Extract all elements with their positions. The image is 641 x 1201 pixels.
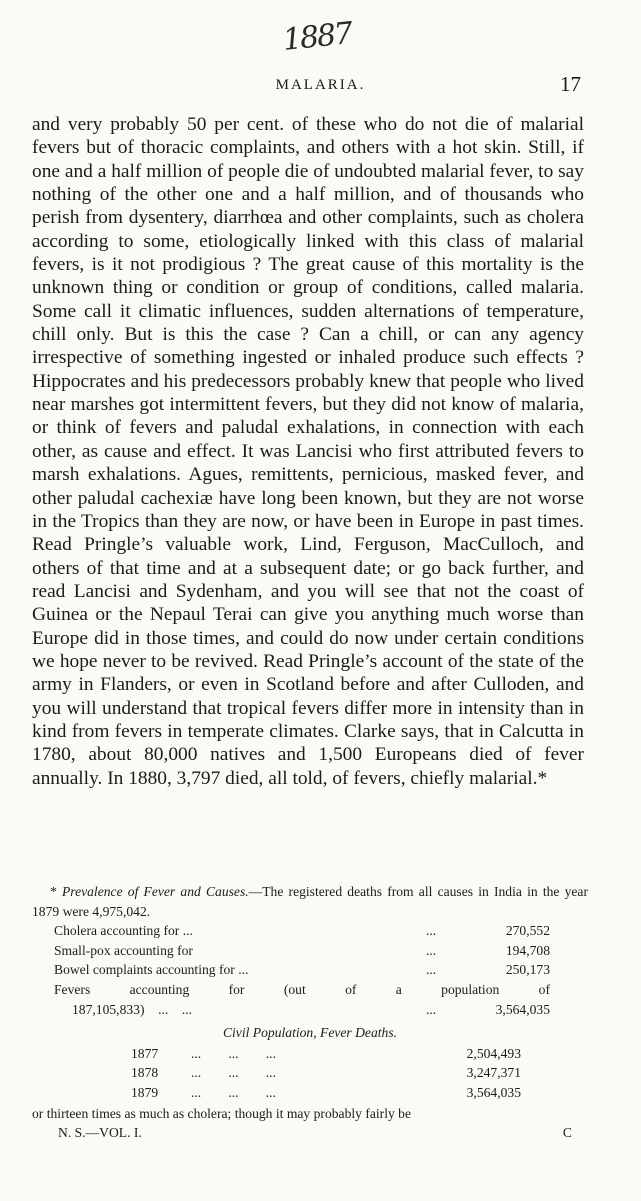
year-value: 3,247,371 — [466, 1065, 521, 1081]
body-text — [32, 113, 584, 790]
year-dots: ... ... ... — [191, 1065, 276, 1081]
cause-label: Small-pox accounting for — [54, 942, 193, 958]
cause-label: Bowel complaints accounting for ... — [54, 962, 249, 978]
causes-table — [32, 921, 588, 980]
body-paragraph: and very probably 50 per cent. of these who do not die of malarial fevers but of thoracic complaints, and others with a hot skin. Still, if one and a half million of people die of undoubted malarial fever, to say nothing of the other one and a half million, and of thousands who perish from dysentery, diarrhœa and other complaints, such as cholera according to some, etiologically linked with this class of malarial fevers, is it not prodigious ? The great cause of this mortality is the unknown thing or condition or group of conditions, called malaria. Some call it climatic influences, sudden alternations of temperature, chill only. But is this the case ? Can a chill, or can any agency irrespective of something ingested or inhaled produce such effects ? Hippocrates and his predecessors probably knew that people who lived near marshes got intermittent fevers, but they did not know of malaria, or think of fevers and paludal exhalations, in connection with each other, as cause and effect. It was Lancisi who first attributed fevers to marsh exhalations. Agues, remittents, pernicious, masked fever, and other paludal cachexiæ have long been known, but they are not worse in the Tropics than they are now, or have been in Europe in past times. Read Pringle’s valuable work, Lind, Ferguson, MacCulloch, and others of that time and at a subsequent date; or go back further, and read Lancisi and Sydenham, and you will see that not the coast of Guinea or the Nepaul Terai can give you anything much worse than Europe did in those times, and could do now under certain conditions we hope never to be revived. Read Pringle’s account of the state of the army in Flanders, or even in Scotland before and after Culloden, and you will understand that tropical fevers differ more in intensity than in kind from fevers in temperate climates. Clarke says, that in Calcutta in 1780, about 80,000 natives and 1,500 Europeans died of fever annually. In 1880, 3,797 died, all told, of fevers, chiefly malarial.* — [32, 114, 584, 789]
cause-row — [54, 960, 550, 980]
civil-population-title: Civil Population, Fever Deaths. — [222, 1025, 398, 1041]
fevers-line2 — [54, 1000, 550, 1020]
signature-line — [32, 1123, 588, 1143]
cause-row — [54, 921, 550, 941]
fevers-row — [32, 980, 588, 1019]
year-label: 1878 — [131, 1065, 159, 1081]
signature-mark: N. S.—VOL. I. — [58, 1125, 142, 1141]
cause-dots: ... — [426, 942, 437, 958]
fevers-label-line2: 187,105,833) ... ... — [72, 1001, 193, 1017]
year-label: 1877 — [131, 1045, 159, 1061]
cause-label: Cholera accounting for ... — [54, 923, 193, 939]
running-title: MALARIA. — [275, 77, 366, 93]
cause-dots: ... — [426, 962, 437, 978]
footnote-closing: or thirteen times as much as cholera; though it may probably fairly be — [32, 1105, 412, 1121]
year-row — [131, 1063, 521, 1083]
year-dots: ... ... ... — [191, 1045, 276, 1061]
fevers-label-line1: Fevers accounting for (out of a population of — [54, 981, 550, 997]
footnote — [32, 882, 588, 1143]
cause-value: 194,708 — [505, 942, 550, 958]
handwritten-page-mark: 1887 — [281, 16, 353, 58]
year-row — [131, 1044, 521, 1064]
fever-deaths-table — [32, 1044, 521, 1103]
footnote-intro — [32, 882, 588, 921]
cause-value: 270,552 — [505, 923, 550, 939]
fevers-value: 3,564,035 — [495, 1001, 550, 1017]
footnote-intro-text: —The registered deaths from all causes in India in the year 1879 were 4,975,042. — [32, 884, 588, 919]
cause-value: 250,173 — [505, 962, 550, 978]
year-dots: ... ... ... — [191, 1084, 276, 1100]
footnote-marker: * — [50, 884, 57, 899]
cause-row — [54, 941, 550, 961]
footnote-heading: Prevalence of Fever and Causes. — [61, 884, 249, 899]
cause-dots: ... — [426, 923, 437, 939]
year-label: 1879 — [131, 1084, 159, 1100]
signature-letter: C — [562, 1125, 572, 1141]
running-head — [0, 72, 641, 100]
fevers-dots: ... — [426, 1001, 437, 1017]
year-value: 3,564,035 — [466, 1084, 521, 1100]
year-row — [131, 1083, 521, 1103]
page-number: 17 — [560, 72, 581, 96]
year-value: 2,504,493 — [466, 1045, 521, 1061]
